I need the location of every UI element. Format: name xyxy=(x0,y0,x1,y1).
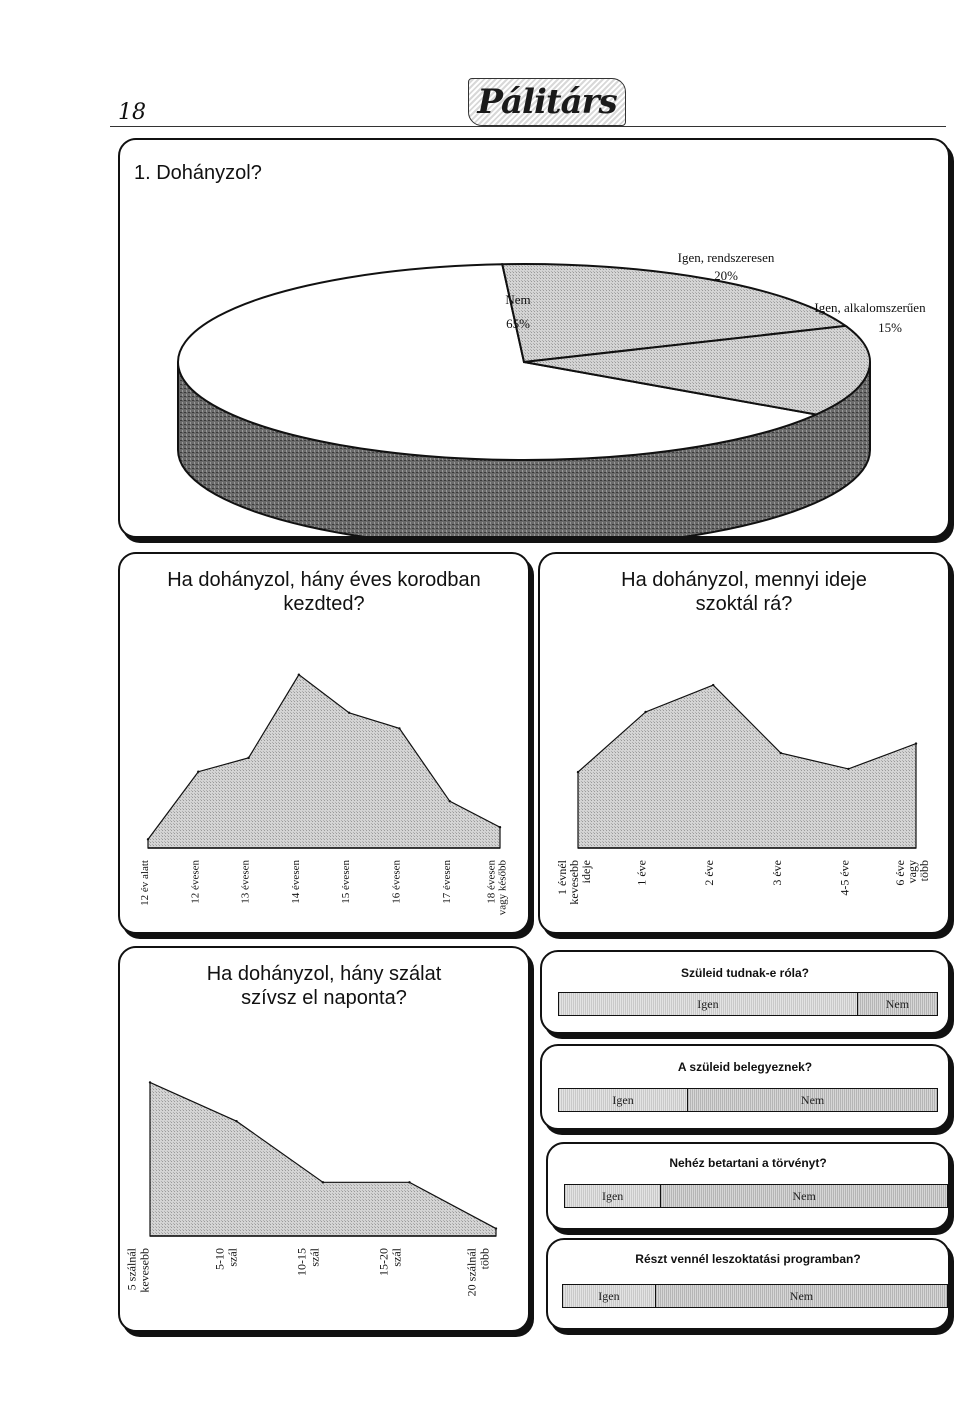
start-age-panel xyxy=(118,552,530,934)
tick-label: 5-10 xyxy=(212,1248,227,1270)
pie-label-0: Nem xyxy=(505,292,531,307)
duration-chart xyxy=(540,554,948,932)
per-day-chart xyxy=(120,948,528,1330)
tick-label: szál xyxy=(307,1248,322,1267)
pie-label-1: Igen, rendszeresen xyxy=(677,250,775,265)
data-point xyxy=(915,742,917,744)
tick-label: 12 év alatt xyxy=(139,860,151,906)
tick-label: több xyxy=(477,1248,492,1270)
tick-label: 18 évesen xyxy=(485,860,498,904)
tick-label: 13 évesen xyxy=(239,860,252,904)
start-age-chart xyxy=(120,554,528,932)
program-title: Részt vennél leszoktatási programban? xyxy=(635,1252,861,1266)
parents-know-panel xyxy=(540,950,950,1034)
tick-label: 2 éve xyxy=(702,860,717,886)
per-day-title: Ha dohányzol, hány szálat szívsz el naponta? xyxy=(206,963,442,1009)
pie-label-2: Igen, alkalomszerűen xyxy=(814,300,926,315)
page-number: 18 xyxy=(118,100,146,125)
program-panel xyxy=(546,1238,950,1330)
data-point xyxy=(499,826,501,828)
tick-label: 6 éve xyxy=(893,860,907,886)
tick-label: 15-20 xyxy=(376,1248,391,1276)
area-series xyxy=(578,685,916,848)
tick-label: 20 szálnál xyxy=(464,1248,479,1297)
data-point xyxy=(712,684,714,686)
tick-label: több xyxy=(917,860,931,882)
area-series xyxy=(148,675,500,848)
data-point xyxy=(847,768,849,770)
pie-value-0: 65% xyxy=(506,316,530,331)
tick-label: 17 évesen xyxy=(440,860,453,904)
program-bar xyxy=(562,1284,948,1308)
parents-know-bar xyxy=(558,992,938,1016)
data-point xyxy=(147,838,149,840)
tick-label: 14 évesen xyxy=(289,860,302,904)
header-rule xyxy=(110,126,946,127)
tick-label: kevesebb xyxy=(567,860,581,905)
publication-logo: Pálitárs xyxy=(468,78,626,126)
tick-label: 10-15 xyxy=(294,1248,309,1276)
duration-title: Ha dohányzol, mennyi ideje szoktál rá? xyxy=(621,569,867,615)
data-point xyxy=(577,771,579,773)
tick-label: 15 évesen xyxy=(340,860,353,904)
data-point xyxy=(495,1227,497,1229)
data-point xyxy=(298,673,300,675)
tick-label: 1 évnél xyxy=(555,860,569,895)
tick-label: ideje xyxy=(579,860,593,884)
pie-chart xyxy=(120,140,948,536)
data-point xyxy=(408,1181,410,1183)
tick-label: 4-5 éve xyxy=(837,860,852,896)
data-point xyxy=(197,771,199,773)
data-point xyxy=(322,1181,324,1183)
parents-agree-no-segment: Nem xyxy=(687,1089,937,1111)
tick-label: 3 éve xyxy=(769,860,784,886)
data-point xyxy=(449,800,451,802)
tick-label: 5 szálnál xyxy=(124,1248,139,1291)
data-point xyxy=(398,727,400,729)
law-no-segment: Nem xyxy=(660,1185,947,1207)
law-bar xyxy=(564,1184,948,1208)
parents-know-title: Szüleid tudnak-e róla? xyxy=(680,966,809,980)
start-age-title: Ha dohányzol, hány éves korodban kezdted? xyxy=(167,569,481,615)
parents-know-no-segment: Nem xyxy=(857,993,937,1015)
tick-label: kevesebb xyxy=(137,1248,152,1293)
data-point xyxy=(235,1120,237,1122)
tick-label: szál xyxy=(389,1248,404,1267)
tick-label: szál xyxy=(225,1248,240,1267)
tick-label: vagy xyxy=(905,860,919,884)
parents-agree-title: A szüleid belegyeznek? xyxy=(677,1060,813,1074)
parents-agree-bar xyxy=(558,1088,938,1112)
tick-label: 16 évesen xyxy=(390,860,403,904)
data-point xyxy=(348,712,350,714)
parents-know-yes-segment: Igen xyxy=(559,993,857,1015)
per-day-panel xyxy=(118,946,530,1332)
tick-label: 12 évesen xyxy=(189,860,202,904)
law-title: Nehéz betartani a törvényt? xyxy=(669,1156,827,1170)
law-yes-segment: Igen xyxy=(565,1185,660,1207)
duration-panel xyxy=(538,552,950,934)
program-yes-segment: Igen xyxy=(563,1285,655,1307)
area-series xyxy=(150,1082,496,1236)
program-no-segment: Nem xyxy=(655,1285,947,1307)
tick-label: 1 éve xyxy=(634,860,649,886)
parents-agree-yes-segment: Igen xyxy=(559,1089,687,1111)
pie-chart-panel xyxy=(118,138,950,538)
data-point xyxy=(149,1081,151,1083)
pie-value-1: 20% xyxy=(714,268,738,283)
tick-label: vagy később xyxy=(496,860,509,916)
law-panel xyxy=(546,1142,950,1230)
data-point xyxy=(780,752,782,754)
parents-agree-panel xyxy=(540,1044,950,1130)
pie-value-2: 15% xyxy=(878,320,902,335)
data-point xyxy=(247,757,249,759)
pie-chart-title: 1. Dohányzol? xyxy=(134,162,262,184)
data-point xyxy=(644,711,646,713)
